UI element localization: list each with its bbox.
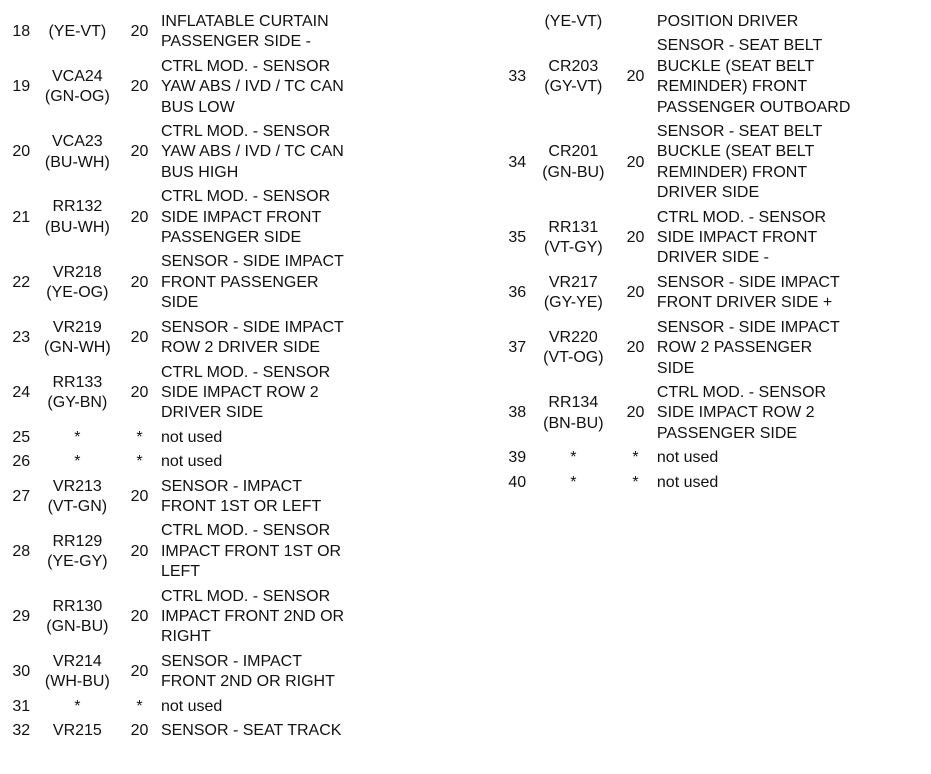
pin-number: 32 xyxy=(12,722,31,739)
wire-cell xyxy=(37,475,119,520)
description-line: SENSOR - IMPACT xyxy=(160,477,302,495)
wire-gauge: 20 xyxy=(130,607,149,625)
pinout-row xyxy=(502,34,927,120)
circuit-code: RR134 xyxy=(548,394,599,412)
pinout-row xyxy=(6,695,426,719)
circuit-description xyxy=(161,185,426,250)
wire-cell xyxy=(37,250,119,315)
wire-color-code: (GN-BU) xyxy=(542,163,605,181)
description-line: CTRL MOD. - SENSOR xyxy=(160,587,331,605)
wire-gauge: * xyxy=(136,697,143,715)
wire-color-code: (BU-WH) xyxy=(44,153,110,171)
circuit-description xyxy=(657,471,927,495)
circuit-code: * xyxy=(74,428,81,446)
wire-cell xyxy=(37,120,119,185)
circuit-description xyxy=(161,450,426,474)
wire-gauge: 20 xyxy=(130,143,149,161)
circuit-code: * xyxy=(74,453,81,471)
wire-color-code: (GN-WH) xyxy=(44,339,111,357)
pin-number: 31 xyxy=(12,697,31,715)
circuit-description xyxy=(161,316,426,361)
description-line: IMPACT FRONT 2ND OR xyxy=(160,607,345,625)
pinout-row xyxy=(6,361,426,426)
wire-gauge: * xyxy=(632,473,639,491)
wire-cell xyxy=(533,206,615,271)
description-line: FRONT 1ST OR LEFT xyxy=(160,497,322,515)
wire-gauge: 20 xyxy=(130,78,149,96)
wire-gauge: 20 xyxy=(626,229,645,247)
description-line: SIDE IMPACT FRONT xyxy=(656,229,818,247)
description-line: CTRL MOD. - SENSOR xyxy=(160,188,331,206)
circuit-code: RR132 xyxy=(52,198,103,216)
description-line: YAW ABS / IVD / TC CAN xyxy=(160,78,344,96)
pin-number: 33 xyxy=(508,68,527,86)
wire-cell xyxy=(533,381,615,446)
pin-number: 30 xyxy=(12,662,31,680)
wire-cell xyxy=(37,650,119,695)
circuit-code: RR130 xyxy=(52,597,103,615)
circuit-description xyxy=(161,695,426,719)
circuit-code: RR131 xyxy=(548,218,599,236)
circuit-description xyxy=(657,316,927,381)
description-line: not used xyxy=(656,449,719,467)
circuit-code: VR215 xyxy=(52,722,102,739)
wire-cell xyxy=(37,426,119,450)
circuit-code: RR129 xyxy=(52,532,103,550)
wire-cell xyxy=(533,471,615,495)
description-line: YAW ABS / IVD / TC CAN xyxy=(160,143,344,161)
description-line: CTRL MOD. - SENSOR xyxy=(160,363,331,381)
description-line: CTRL MOD. - SENSOR xyxy=(160,522,331,540)
description-line: PASSENGER SIDE xyxy=(160,229,302,247)
wire-cell xyxy=(37,519,119,584)
description-line: not used xyxy=(160,428,223,446)
pin-number: 19 xyxy=(12,78,31,96)
pinout-row xyxy=(6,650,426,695)
circuit-code: VR213 xyxy=(52,477,102,495)
wire-gauge: 20 xyxy=(626,339,645,357)
wire-cell xyxy=(533,10,615,34)
wire-gauge: 20 xyxy=(130,23,149,41)
wire-color-code: (VT-GY) xyxy=(543,239,603,257)
description-line: LEFT xyxy=(160,563,201,581)
wire-gauge: 20 xyxy=(626,404,645,422)
wire-cell xyxy=(37,695,119,719)
circuit-description xyxy=(657,120,927,206)
circuit-description xyxy=(161,361,426,426)
wire-gauge: 20 xyxy=(130,273,149,291)
wire-cell xyxy=(37,361,119,426)
description-line: BUCKLE (SEAT BELT xyxy=(656,143,815,161)
description-line: SENSOR - SIDE IMPACT xyxy=(160,253,344,271)
wire-gauge: 20 xyxy=(626,68,645,86)
wire-color-code: (GY-VT) xyxy=(544,78,603,96)
pin-number: 27 xyxy=(12,487,31,505)
pinout-row xyxy=(6,475,426,520)
description-line: PASSENGER OUTBOARD xyxy=(656,98,851,116)
description-line: SENSOR - SEAT BELT xyxy=(656,123,823,141)
wire-color-code: (BN-BU) xyxy=(543,414,604,432)
pin-number: 26 xyxy=(12,453,31,471)
pin-number: 18 xyxy=(12,23,31,41)
wire-color-code: (VT-GN) xyxy=(47,497,108,515)
description-line: REMINDER) FRONT xyxy=(656,163,808,181)
circuit-description xyxy=(161,650,426,695)
wire-gauge: 20 xyxy=(130,542,149,560)
circuit-code: VR220 xyxy=(548,328,598,346)
circuit-description xyxy=(161,519,426,584)
circuit-description xyxy=(657,206,927,271)
description-line: SIDE IMPACT FRONT xyxy=(160,208,322,226)
wire-gauge: 20 xyxy=(130,662,149,680)
description-line: CTRL MOD. - SENSOR xyxy=(160,123,331,141)
wire-cell xyxy=(37,585,119,650)
circuit-description xyxy=(657,34,927,120)
circuit-description xyxy=(161,10,426,55)
description-line: PASSENGER SIDE - xyxy=(160,33,311,51)
circuit-description xyxy=(161,585,426,650)
pinout-row xyxy=(6,185,426,250)
wire-gauge: 20 xyxy=(130,328,149,346)
description-line: SENSOR - SEAT BELT xyxy=(656,37,823,55)
pinout-row xyxy=(502,10,927,34)
circuit-code: VR217 xyxy=(548,273,598,291)
pinout-row xyxy=(502,446,927,470)
wire-gauge: 20 xyxy=(130,487,149,505)
description-line: FRONT 2ND OR RIGHT xyxy=(160,673,335,691)
wire-color-code: (GN-BU) xyxy=(46,618,109,636)
pinout-row xyxy=(502,271,927,316)
description-line: REMINDER) FRONT xyxy=(656,78,808,96)
description-line: DRIVER SIDE - xyxy=(656,249,769,267)
wire-color-code: (YE-GY) xyxy=(47,552,108,570)
circuit-code: CR201 xyxy=(548,143,599,161)
description-line: SENSOR - SEAT TRACK xyxy=(160,722,342,739)
pin-number: 21 xyxy=(12,208,31,226)
description-line: CTRL MOD. - SENSOR xyxy=(656,383,827,401)
wire-color-code: (GN-OG) xyxy=(44,88,110,106)
pin-number xyxy=(502,10,533,34)
pin-number: 22 xyxy=(12,273,31,291)
circuit-description xyxy=(657,381,927,446)
pin-number: 40 xyxy=(508,473,527,491)
circuit-code: CR203 xyxy=(548,57,599,75)
circuit-description xyxy=(161,250,426,315)
circuit-code: VR218 xyxy=(52,263,102,281)
circuit-code: * xyxy=(570,449,577,467)
pinout-row xyxy=(6,450,426,474)
circuit-description xyxy=(161,120,426,185)
description-line: not used xyxy=(160,453,223,471)
wire-gauge: * xyxy=(632,449,639,467)
description-line: CTRL MOD. - SENSOR xyxy=(160,57,331,75)
pinout-table-left-body xyxy=(6,10,426,743)
description-line: not used xyxy=(160,697,223,715)
pinout-row xyxy=(6,719,426,743)
description-line: BUS LOW xyxy=(160,98,235,116)
circuit-description xyxy=(657,271,927,316)
pin-number: 25 xyxy=(12,428,31,446)
circuit-code: * xyxy=(74,697,81,715)
wire-cell xyxy=(37,55,119,120)
wire-color-code: (GY-YE) xyxy=(543,294,603,312)
circuit-code: * xyxy=(570,473,577,491)
circuit-description xyxy=(161,426,426,450)
description-line: ROW 2 PASSENGER xyxy=(656,339,813,357)
description-line: INFLATABLE CURTAIN xyxy=(160,13,329,30)
description-line: BUS HIGH xyxy=(160,163,239,181)
wire-cell xyxy=(533,316,615,381)
pinout-table-right-body xyxy=(502,10,927,495)
circuit-code: RR133 xyxy=(52,373,103,391)
wire-gauge: 20 xyxy=(130,383,149,401)
circuit-description xyxy=(161,719,426,743)
pin-number: 20 xyxy=(12,143,31,161)
pinout-row xyxy=(6,10,426,55)
pin-number: 29 xyxy=(12,607,31,625)
wire-color-code: (VT-OG) xyxy=(543,349,604,367)
pinout-row xyxy=(502,316,927,381)
wire-cell xyxy=(533,271,615,316)
description-line: not used xyxy=(656,473,719,491)
description-line: FRONT DRIVER SIDE + xyxy=(656,294,833,312)
wire-cell xyxy=(37,719,119,743)
wire-cell xyxy=(533,120,615,206)
pinout-row xyxy=(6,120,426,185)
pinout-row xyxy=(6,519,426,584)
pinout-table-left xyxy=(6,10,426,743)
pin-number: 24 xyxy=(12,383,31,401)
wire-gauge: 20 xyxy=(130,208,149,226)
wire-gauge: * xyxy=(136,453,143,471)
circuit-code: VCA24 xyxy=(52,68,103,86)
circuit-description xyxy=(657,10,927,34)
wire-color-code: (YE-VT) xyxy=(544,13,603,30)
description-line: CTRL MOD. - SENSOR xyxy=(656,208,827,226)
circuit-description xyxy=(161,475,426,520)
wire-gauge: * xyxy=(136,428,143,446)
description-line: POSITION DRIVER xyxy=(656,13,799,30)
description-line: RIGHT xyxy=(160,628,211,646)
wire-color-code: (YE-VT) xyxy=(48,23,107,41)
wire-cell xyxy=(37,185,119,250)
pinout-row xyxy=(6,316,426,361)
description-line: SENSOR - SIDE IMPACT xyxy=(160,318,344,336)
pinout-row xyxy=(502,206,927,271)
description-line: IMPACT FRONT 1ST OR xyxy=(160,542,342,560)
pinout-row xyxy=(502,471,927,495)
pinout-row xyxy=(502,381,927,446)
description-line: PASSENGER SIDE xyxy=(656,424,798,442)
pin-number: 23 xyxy=(12,328,31,346)
pin-number: 37 xyxy=(508,339,527,357)
pinout-row xyxy=(6,585,426,650)
description-line: ROW 2 DRIVER SIDE xyxy=(160,339,321,357)
pinout-row xyxy=(6,55,426,120)
pinout-column-right xyxy=(502,10,927,495)
wire-cell xyxy=(533,34,615,120)
description-line: SIDE IMPACT ROW 2 xyxy=(656,404,815,422)
pinout-row xyxy=(6,426,426,450)
pinout-table-right xyxy=(502,10,927,495)
wire-color-code: (GY-BN) xyxy=(47,394,108,412)
wire-color-code: (BU-WH) xyxy=(44,218,110,236)
description-line: BUCKLE (SEAT BELT xyxy=(656,57,815,75)
description-line: SIDE IMPACT ROW 2 xyxy=(160,383,319,401)
pin-number: 28 xyxy=(12,542,31,560)
description-line: SENSOR - SIDE IMPACT xyxy=(656,273,840,291)
circuit-description xyxy=(657,446,927,470)
wire-color-code: (WH-BU) xyxy=(44,673,110,691)
wire-color-code: (YE-OG) xyxy=(46,284,109,302)
circuit-description xyxy=(161,55,426,120)
wire-cell xyxy=(37,450,119,474)
description-line: SIDE xyxy=(656,359,695,377)
pin-number: 38 xyxy=(508,404,527,422)
pinout-column-left xyxy=(6,10,426,743)
pinout-row xyxy=(6,250,426,315)
description-line: SENSOR - SIDE IMPACT xyxy=(656,318,840,336)
wire-cell xyxy=(37,10,119,55)
wire-gauge: 20 xyxy=(130,722,149,739)
pin-number: 36 xyxy=(508,284,527,302)
wire-gauge xyxy=(614,10,657,34)
pin-number: 35 xyxy=(508,229,527,247)
description-line: DRIVER SIDE xyxy=(656,184,760,202)
description-line: SIDE xyxy=(160,294,199,312)
description-line: SENSOR - IMPACT xyxy=(160,652,302,670)
circuit-code: VCA23 xyxy=(52,133,103,151)
description-line: DRIVER SIDE xyxy=(160,404,264,422)
wire-gauge: 20 xyxy=(626,284,645,302)
wire-cell xyxy=(533,446,615,470)
wire-cell xyxy=(37,316,119,361)
description-line: FRONT PASSENGER xyxy=(160,273,319,291)
pin-number: 34 xyxy=(508,153,527,171)
wire-gauge: 20 xyxy=(626,153,645,171)
pinout-row xyxy=(502,120,927,206)
pin-number: 39 xyxy=(508,449,527,467)
circuit-code: VR219 xyxy=(52,318,102,336)
circuit-code: VR214 xyxy=(52,652,102,670)
